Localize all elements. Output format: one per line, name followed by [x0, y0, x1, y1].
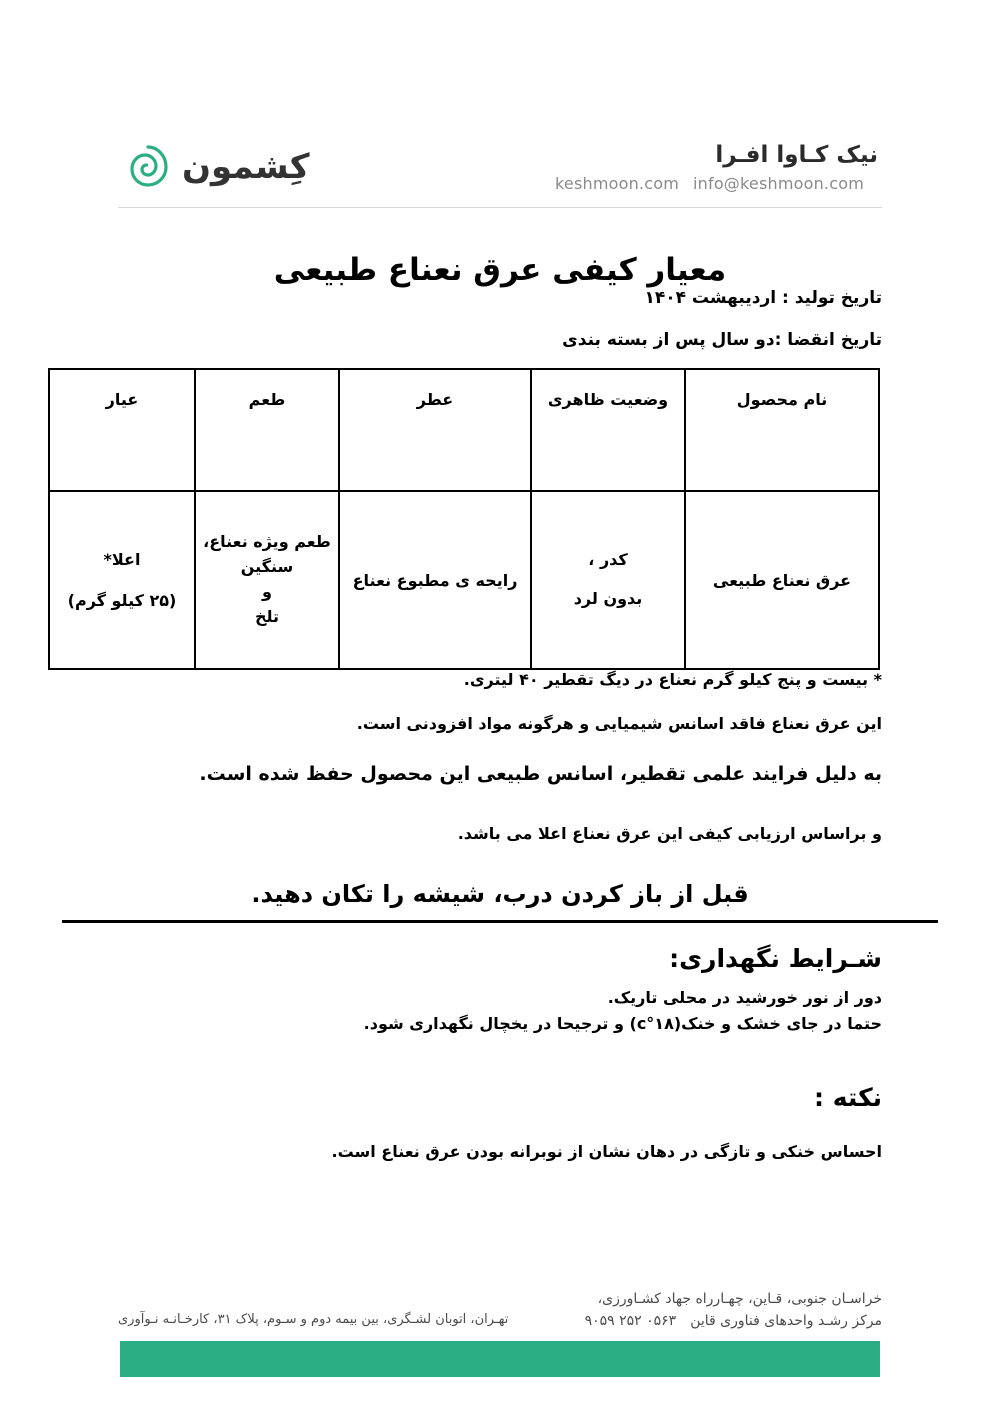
spiral-droplet-icon: [124, 143, 172, 191]
production-date: تاریخ تولید : اردیبهشت ۱۴۰۴: [644, 288, 882, 308]
appearance-line-2: بدون لرد: [573, 589, 643, 608]
shake-warning-divider: [62, 920, 938, 923]
appearance-line-1: کدر ،: [588, 550, 628, 570]
quality-rating-text: و براساس ارزیابی کیفی این عرق نعناع اعلا می باشد.: [457, 824, 882, 843]
website-text: keshmoon.com: [555, 173, 679, 193]
storage-line-2: حتما در جای خشک و خنک(۱۸°c) و ترجیحا در یخچال نگهداری شود.: [363, 1013, 882, 1033]
table-row: [49, 491, 879, 669]
address-right-line-2: مرکز رشـد واحدهای فناوری قاین: [690, 1313, 882, 1330]
keshmoon-logo: [118, 143, 310, 191]
header-divider: [118, 207, 882, 208]
storage-body: [118, 985, 882, 1036]
taste-line-1: طعم ویژه نعناع،: [203, 532, 331, 552]
taste-line-2: سنگین: [240, 557, 294, 577]
page-header: [118, 128, 882, 206]
header-appearance: وضعیت ظاهری: [531, 369, 685, 491]
shake-warning: قبل از باز کردن درب، شیشه را تکان دهید.: [251, 880, 749, 908]
grade-weight: (۲۵ کیلو گرم): [67, 591, 177, 610]
storage-heading: شـرایط نگهداری:: [669, 944, 882, 973]
storage-line-1: دور از نور خورشید در محلی تاریک.: [607, 988, 882, 1007]
brand-wordmark: کِشمون: [182, 147, 310, 187]
cell-grade: [49, 491, 195, 669]
cell-appearance: [531, 491, 685, 669]
partner-name: نیک کـاوا افـرا: [715, 142, 878, 169]
footer-phone: ۰۵۶۳ ۲۵۲ ۹۰۵۹: [584, 1313, 677, 1330]
partner-block: [555, 141, 882, 193]
address-right-line-2-wrap: [585, 1310, 882, 1332]
cell-taste: [195, 491, 339, 669]
email-text: info@keshmoon.com: [693, 173, 864, 193]
distillation-text: به دلیل فرایند علمی تقطیر، اسانس طبیعی این محصول حفظ شده است.: [199, 763, 882, 785]
no-additives-text: این عرق نعناع فاقد اسانس شیمیایی و هرگونه مواد افزودنی است.: [356, 714, 882, 733]
page-title: معیار کیفی عرق نعناع طبیعی: [273, 252, 727, 288]
header-taste: طعم: [195, 369, 339, 491]
header-product-name: نام محصول: [685, 369, 879, 491]
quality-table: [48, 368, 880, 670]
footer-address-left: تهـران، اتوبان لشـگری، بین بیمه دوم و سـوم، پلاک ۳۱، کارخـانـه نـوآوری: [118, 1312, 509, 1327]
footnote-text: * بیست و پنج کیلو گرم نعناع در دیگ تقطیر ۴۰ لیتری.: [463, 670, 882, 689]
tip-body: احساس خنکی و تازگی در دهان نشان از نوبرانه بودن عرق نعناع است.: [331, 1142, 882, 1161]
table-header-row: [49, 369, 879, 491]
taste-line-4: تلخ: [254, 606, 280, 626]
header-grade: عیار: [49, 369, 195, 491]
tip-heading: نکته :: [814, 1083, 882, 1112]
contact-info: [555, 174, 878, 193]
footer-accent-bar: [120, 1341, 880, 1377]
taste-line-3: و: [262, 582, 272, 601]
cell-aroma: رایحه ی مطبوع نعناع: [339, 491, 531, 669]
grade-value: اعلا*: [103, 550, 141, 569]
expiry-date: تاریخ انقضا :دو سال پس از بسته بندی: [562, 330, 882, 350]
cell-product-name: عرق نعناع طبیعی: [685, 491, 879, 669]
address-right-line-1: خراسـان جنوبی، قـاین، چهـارراه جهاد کشـاورزی،: [597, 1291, 882, 1307]
header-aroma: عطر: [339, 369, 531, 491]
